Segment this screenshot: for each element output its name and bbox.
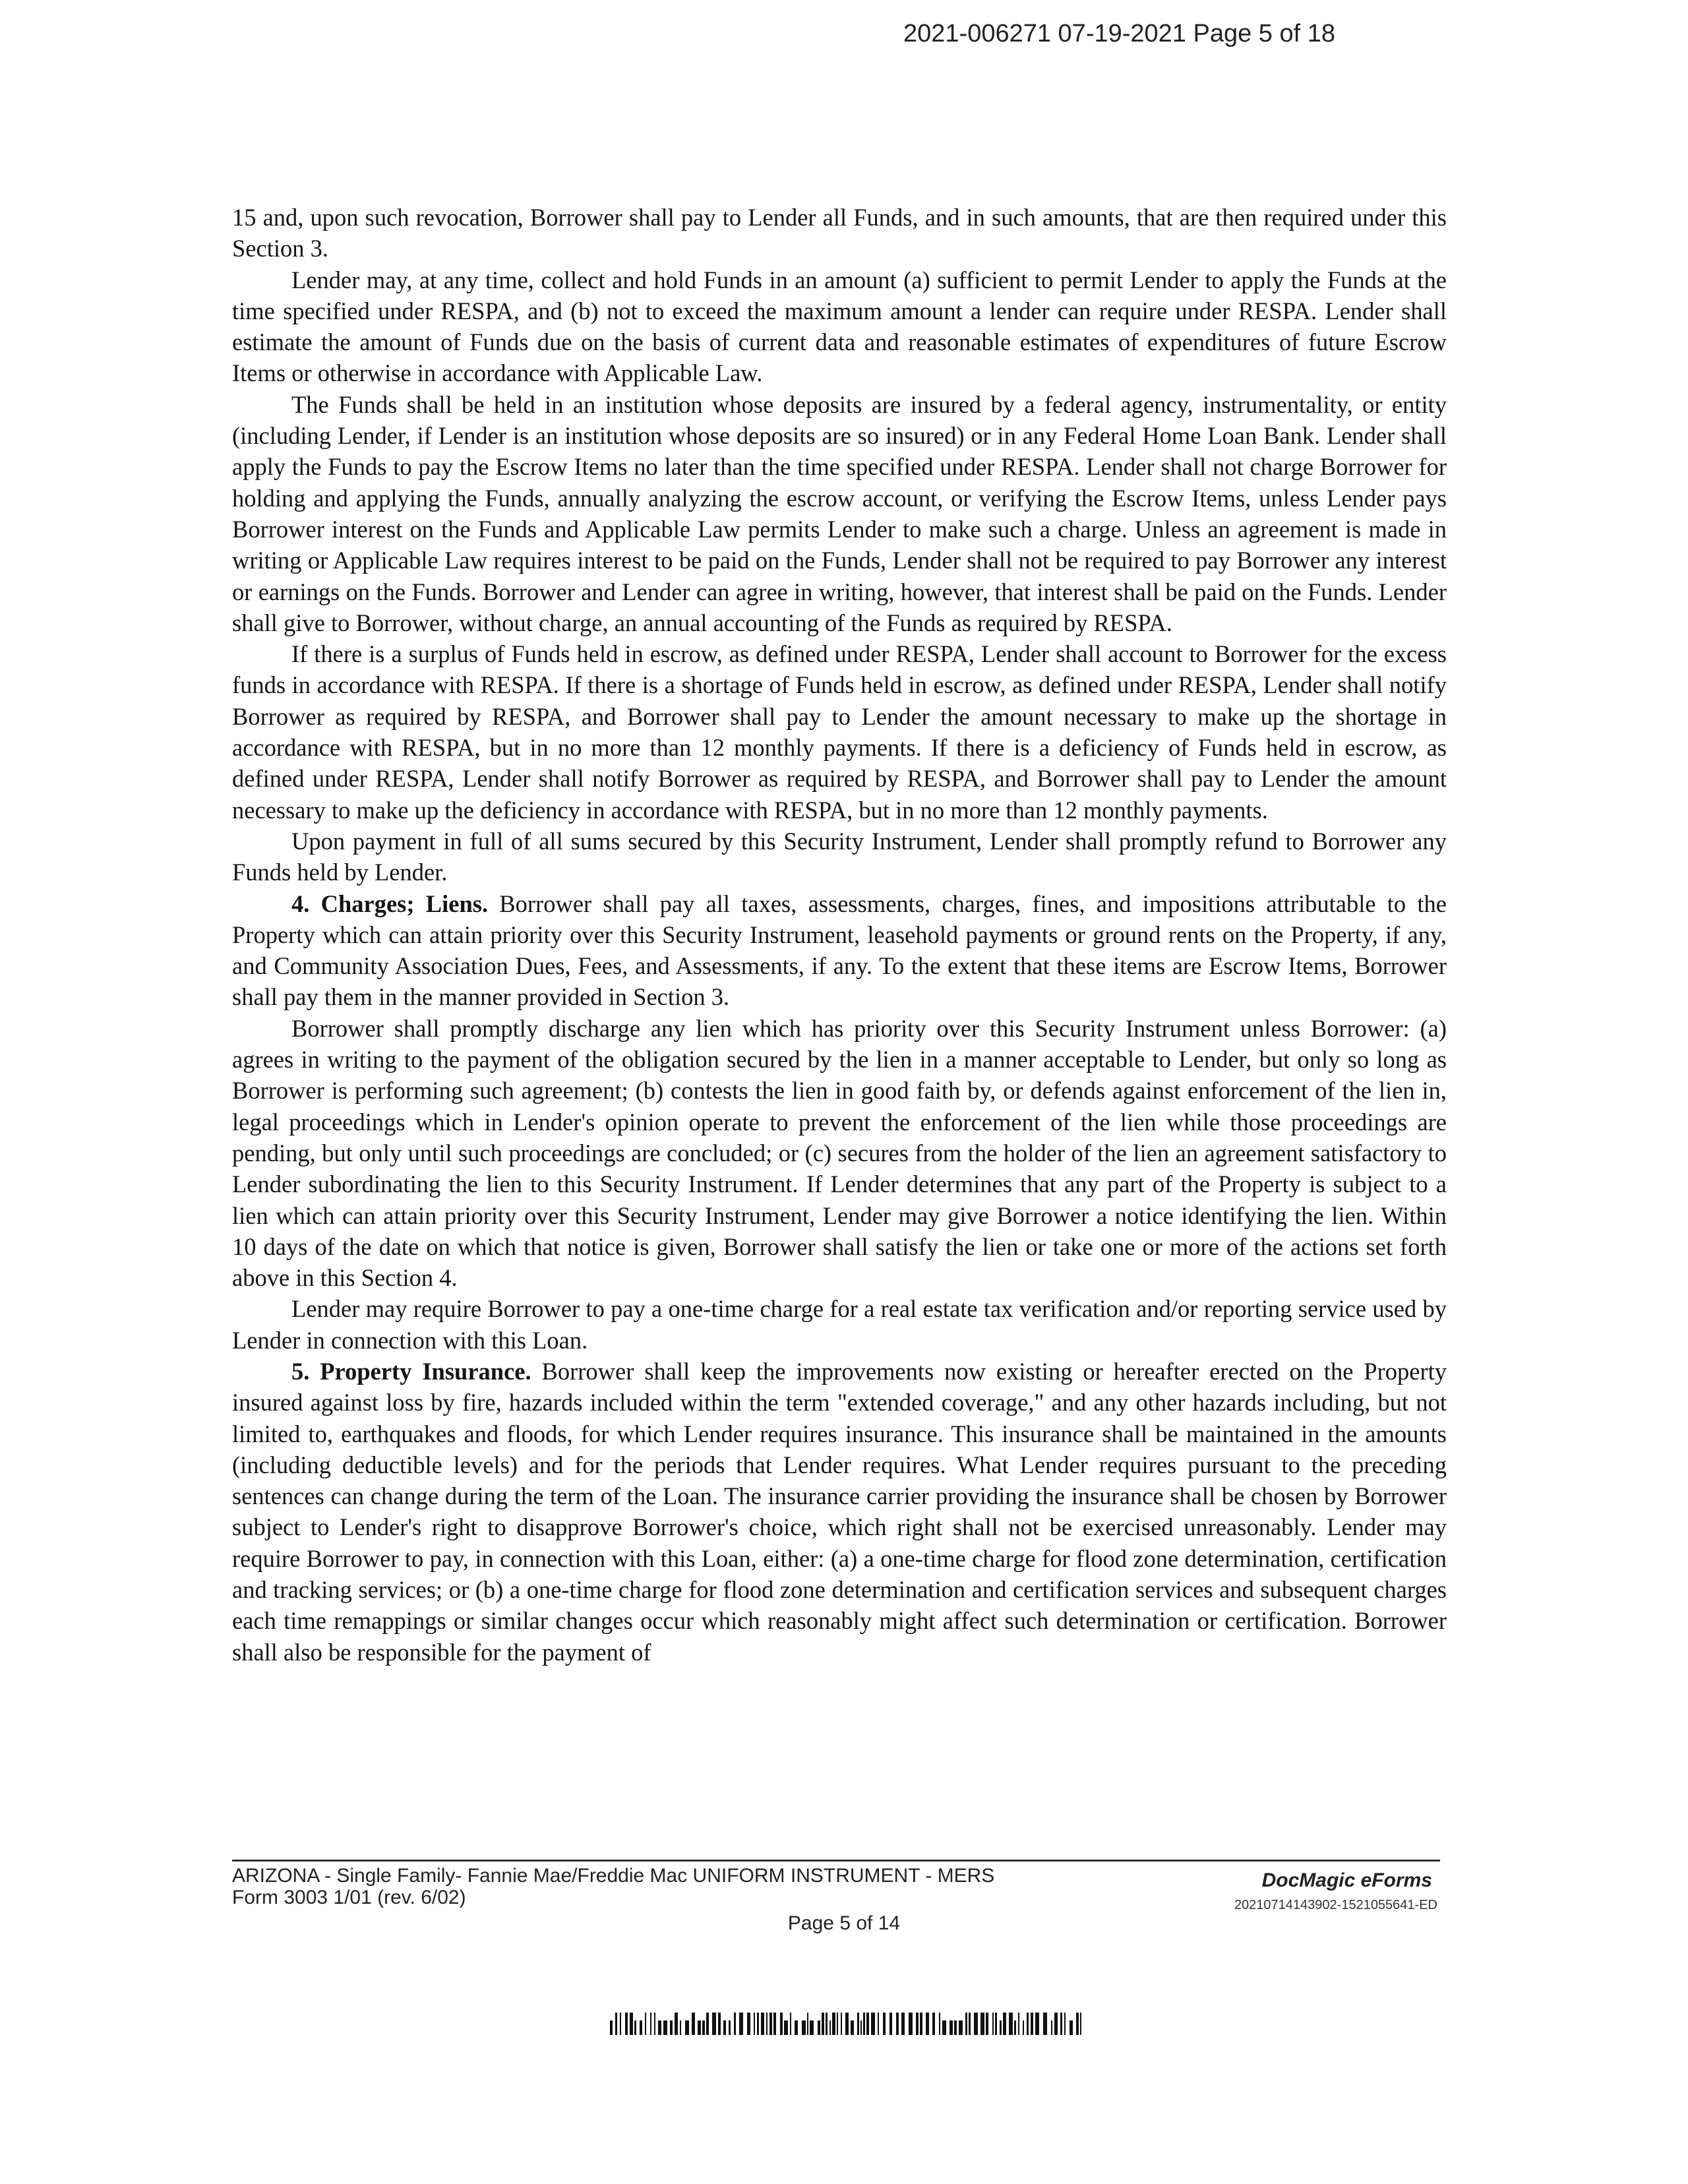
paragraph-text: Borrower shall pay all taxes, assessments, charges, fines, and impositions attributable to the Property which can attain priority over this Security Instrument, leasehold payments or ground rents on the Property, if any, and Community Association Dues, Fees, and Assessments, if any. To the extent that these items are Escrow Items, Borrower shall pay them in the manner provided in Section 3. [232,890,1447,1011]
footer-divider [232,1860,1440,1862]
paragraph-text: Lender may require Borrower to pay a one-time charge for a real estate tax verification and/or reporting service used by Lender in connection with this Loan. [232,1295,1447,1354]
paragraph-text: The Funds shall be held in an institution whose deposits are insured by a federal agency, instrumentality, or entity (including Lender, if Lender is an institution whose deposits are so insured) or in any Federal Home Loan Bank. Lender shall apply the Funds to pay the Escrow Items no later than the time specified under RESPA. Lender shall not charge Borrower for holding and applying the Funds, annually analyzing the escrow account, or verifying the Escrow Items, unless Lender pays Borrower interest on the Funds and Applicable Law permits Lender to make such a charge. Unless an agreement is made in writing or Applicable Law requires interest to be paid on the Funds, Lender shall not be required to pay Borrower any interest or earnings on the Funds. Borrower and Lender can agree in writing, however, that interest shall be paid on the Funds. Lender shall give to Borrower, without charge, an annual accounting of the Funds as required by RESPA. [232,390,1447,636]
footer-form-info [232,1865,994,1908]
footer-page-number: Page 5 of 14 [787,1912,901,1934]
paragraph-text: 15 and, upon such revocation, Borrower shall pay to Lender all Funds, and in such amounts, that are then required under this Section 3. [232,204,1447,262]
paragraph-0 [232,202,1447,264]
paragraph-4 [232,826,1447,888]
document-body [232,202,1447,1668]
footer-doc-code: 20210714143902-1521055641-ED [1234,1898,1437,1912]
paragraph-2 [232,389,1447,638]
docmagic-logo: DocMagic eForms [1261,1869,1432,1891]
paragraph-7 [232,1293,1447,1356]
paragraph-8-property-insurance [232,1356,1447,1668]
footer-form-line1: ARIZONA - Single Family- Fannie Mae/Freddie Mac UNIFORM INSTRUMENT - MERS [232,1865,995,1887]
paragraph-1 [232,264,1447,389]
barcode-icon [610,2013,1081,2035]
paragraph-text: Borrower shall promptly discharge any lien which has priority over this Security Instrument unless Borrower: (a) agrees in writing to the payment of the obligation secured by the lien in a manner acceptable to Lender, but only so long as Borrower is performing such agreement; (b) contests the lien in good faith by, or defends against enforcement of the lien in, legal proceedings which in Lender's opinion operate to prevent the enforcement of the lien while those proceedings are pending, but only until such proceedings are concluded; or (c) secures from the holder of the lien an agreement satisfactory to Lender subordinating the lien to this Security Instrument. If Lender determines that any part of the Property is subject to a lien which can attain priority over this Security Instrument, Lender may give Borrower a notice identifying the lien. Within 10 days of the date on which that notice is given, Borrower shall satisfy the lien or take one or more of the actions set forth above in this Section 4. [232,1014,1447,1292]
paragraph-3 [232,638,1447,826]
paragraph-text: If there is a surplus of Funds held in escrow, as defined under RESPA, Lender shall account to Borrower for the excess funds in accordance with RESPA. If there is a shortage of Funds held in escrow, as defined under RESPA, Lender shall notify Borrower as required by RESPA, and Borrower shall pay to Lender the amount necessary to make up the shortage in accordance with RESPA, but in no more than 12 monthly payments. If there is a deficiency of Funds held in escrow, as defined under RESPA, Lender shall notify Borrower as required by RESPA, and Borrower shall pay to Lender the amount necessary to make up the deficiency in accordance with RESPA, but in no more than 12 monthly payments. [232,640,1447,824]
recording-stamp: 2021-006271 07-19-2021 Page 5 of 18 [903,20,1335,47]
section-heading: 4. Charges; Liens. [291,890,489,917]
paragraph-text: Upon payment in full of all sums secured by this Security Instrument, Lender shall promptly refund to Borrower any Funds held by Lender. [232,827,1447,886]
section-heading: 5. Property Insurance. [291,1357,531,1385]
footer-form-line2: Form 3003 1/01 (rev. 6/02) [232,1887,466,1908]
paragraph-5-charges-liens [232,888,1447,1013]
paragraph-text: Lender may, at any time, collect and hold Funds in an amount (a) sufficient to permit Lender to apply the Funds at the time specified under RESPA, and (b) not to exceed the maximum amount a lender can require under RESPA. Lender shall estimate the amount of Funds due on the basis of current data and reasonable estimates of expenditures of future Escrow Items or otherwise in accordance with Applicable Law. [232,266,1447,387]
paragraph-6 [232,1013,1447,1294]
paragraph-text: Borrower shall keep the improvements now existing or hereafter erected on the Property insured against loss by fire, hazards included within the term "extended coverage," and any other hazards including, but not limited to, earthquakes and floods, for which Lender requires insurance. This insurance shall be maintained in the amounts (including deductible levels) and for the periods that Lender requires. What Lender requires pursuant to the preceding sentences can change during the term of the Loan. The insurance carrier providing the insurance shall be chosen by Borrower subject to Lender's right to disapprove Borrower's choice, which right shall not be exercised unreasonably. Lender may require Borrower to pay, in connection with this Loan, either: (a) a one-time charge for flood zone determination, certification and tracking services; or (b) a one-time charge for flood zone determination and certification services and subsequent charges each time remappings or similar changes occur which reasonably might affect such determination or certification. Borrower shall also be responsible for the payment of [232,1357,1447,1666]
